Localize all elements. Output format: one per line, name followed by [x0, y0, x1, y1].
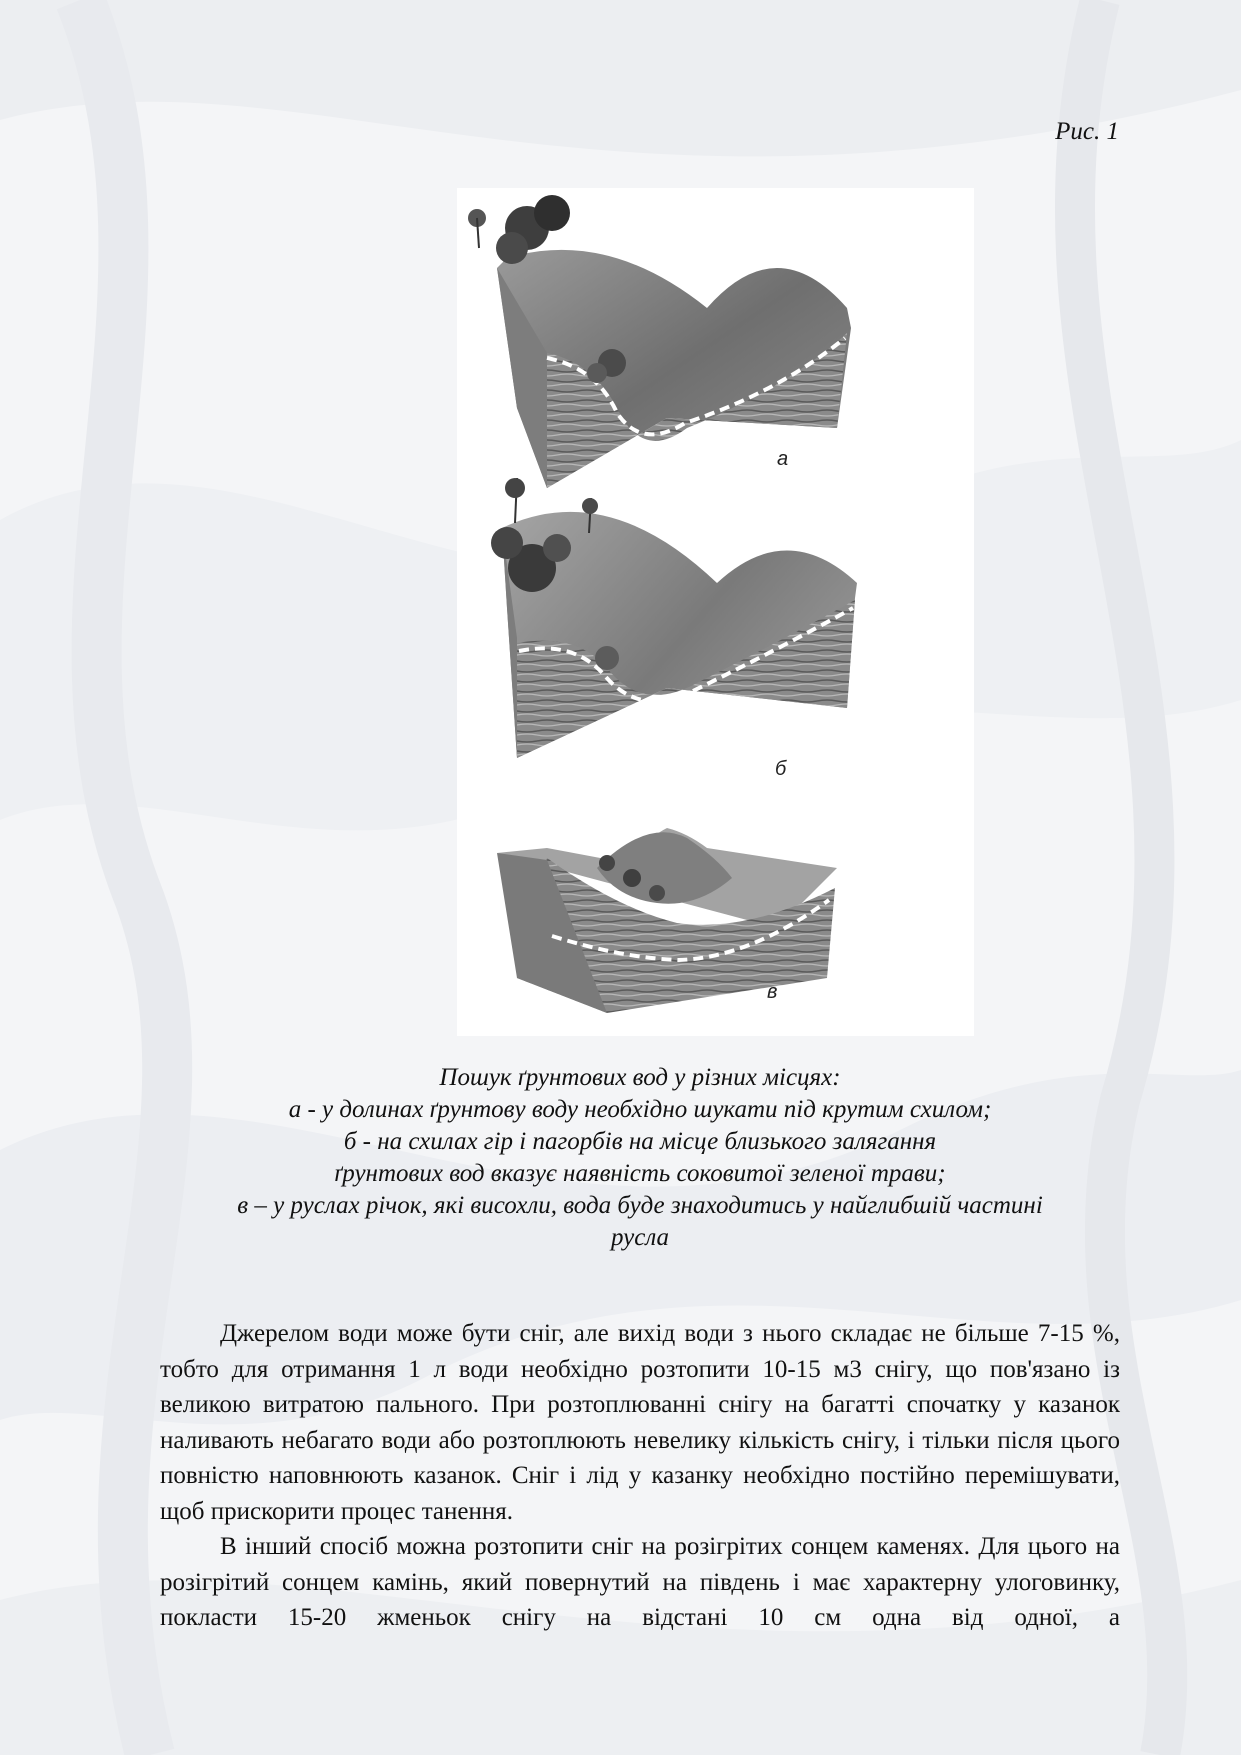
groundwater-figure — [457, 188, 974, 1036]
caption-item-a: а - у долинах ґрунтову воду необхідно шукати під крутим схилом; — [288, 1096, 992, 1123]
panel-label-b: б — [775, 758, 787, 780]
figure-caption — [160, 1062, 1120, 1254]
block-diagram-b — [491, 478, 857, 758]
paragraph-stone-method: В інший спосіб можна розтопити сніг на розігрітих сонцем каменях. Для цього на розігрітий сонцем камінь, який повернутий на південь і має характерну улоговинку, покласти 15-20 жменьок снігу на відстані 10 см одна від одної, а — [160, 1533, 1120, 1631]
caption-item-b-line1: б - на схилах гір і пагорбів на місце близького залягання — [343, 1128, 937, 1155]
caption-item-v-line2: русла — [610, 1224, 670, 1251]
paragraph-snow-melting: Джерелом води може бути сніг, але вихід води з нього складає не більше 7-15 %, тобто для отримання 1 л води необхідно розтопити 10-15 м3 снігу, що пов'язано із великою витратою пального. При розтоплюванні снігу на багатті спочатку у казанок наливають небагато води або розтоплюють невелику кількість снігу, і тільки після цього повністю наповнюють казанок. Сніг і лід у казанку необхідно постійно перемішувати, щоб прискорити процес танення. — [160, 1320, 1120, 1525]
body-text — [160, 1316, 1120, 1636]
groundwater-illustration — [457, 188, 974, 1036]
caption-item-v-line1: в – у руслах річок, які висохли, вода буде знаходитись у найглибшій частині — [237, 1192, 1043, 1219]
panel-label-a: а — [777, 448, 789, 470]
block-diagram-a — [468, 195, 851, 488]
caption-item-b-line2: ґрунтових вод вказує наявність соковитої зеленої трави; — [334, 1160, 946, 1187]
panel-label-v: в — [767, 981, 778, 1003]
caption-title: Пошук ґрунтових вод у різних місцях: — [439, 1064, 841, 1091]
block-diagram-v — [497, 828, 837, 1013]
figure-number: Рис. 1 — [1055, 118, 1119, 145]
